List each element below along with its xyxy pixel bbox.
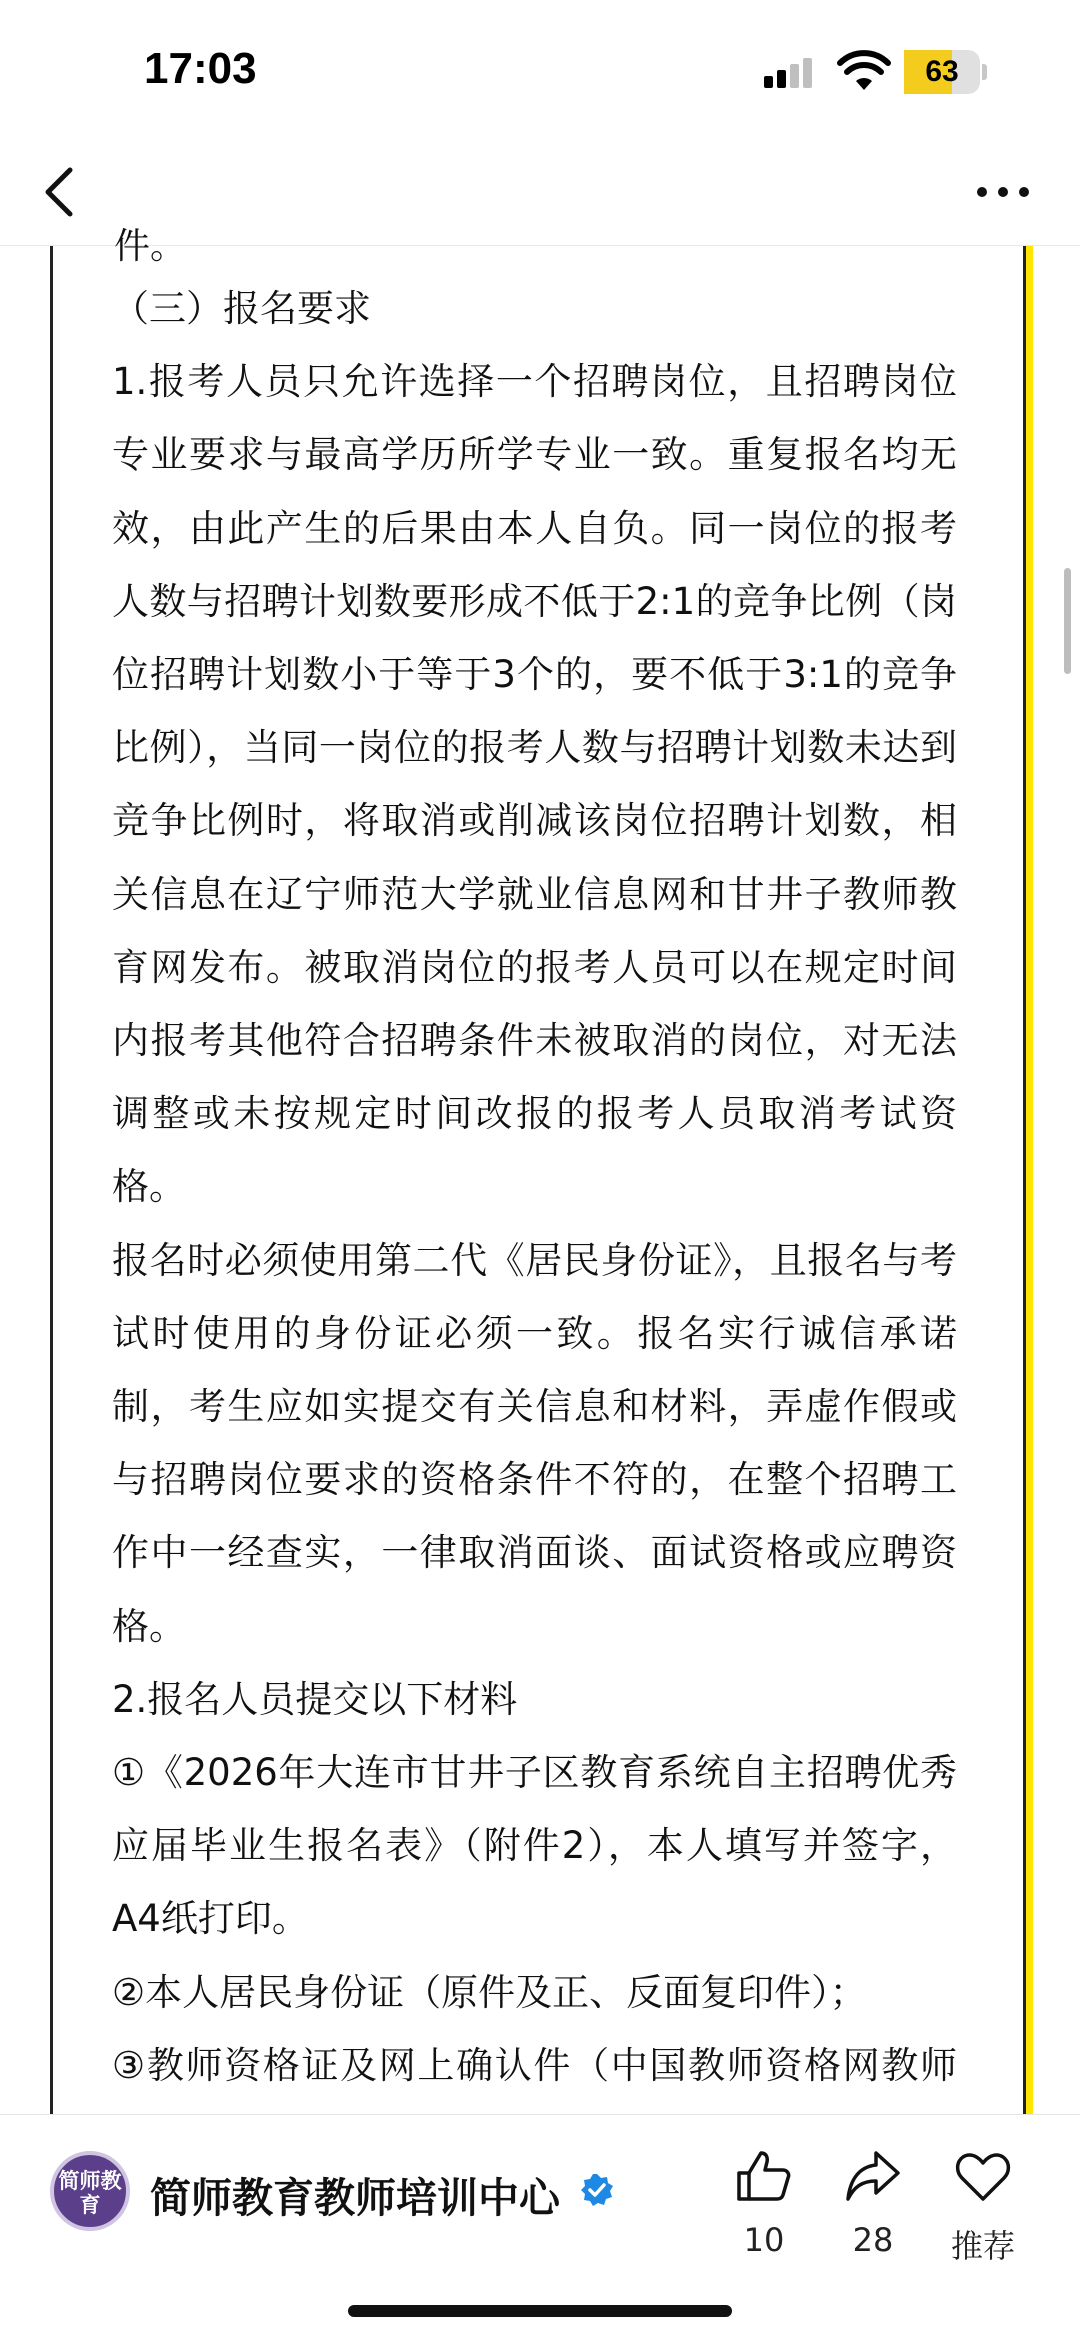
- heart-icon: [954, 2149, 1012, 2203]
- frame-left-border: [50, 246, 53, 2114]
- home-indicator[interactable]: [348, 2305, 732, 2317]
- signal-icon: [764, 58, 822, 94]
- more-dots-icon: [966, 162, 1040, 222]
- article-paragraph: 2.报名人员提交以下材料: [112, 1677, 518, 1721]
- article-paragraph: ③教师资格证及网上确认件（中国教师资格网教师: [112, 2043, 957, 2087]
- like-count: 10: [743, 2221, 785, 2259]
- more-button[interactable]: [966, 162, 1040, 222]
- account-name[interactable]: 简师教育教师培训中心: [150, 2174, 560, 2222]
- article-paragraph: ②本人居民身份证（原件及正、反面复印件）；: [112, 1970, 867, 2014]
- article-body: [112, 272, 957, 2175]
- recommend-label: 推荐: [950, 2227, 1015, 2265]
- recommend-button[interactable]: [928, 2135, 1038, 2265]
- battery-icon: [904, 50, 986, 94]
- verified-badge-icon: [580, 2173, 614, 2207]
- status-time: 17:03: [144, 44, 257, 93]
- avatar[interactable]: [50, 2151, 130, 2231]
- avatar-logo-text: 简师教育: [58, 2169, 122, 2217]
- share-icon: [844, 2149, 902, 2203]
- share-count: 28: [852, 2221, 894, 2259]
- bottom-action-bar: [0, 2114, 1080, 2341]
- wifi-icon: [838, 52, 890, 92]
- article-paragraph: 报名时必须使用第二代《居民身份证》，且报名与考试时使用的身份证必须一致。报名实行诚信承诺制，考生应如实提交有关信息和材料，弄虚作假或与招聘岗位要求的资格条件不符的，在整个招聘工作中一经查实，一律取消面谈、面试资格或应聘资格。: [112, 1238, 957, 1648]
- article-paragraph: 1.报考人员只允许选择一个招聘岗位，且招聘岗位专业要求与最高学历所学专业一致。重复报名均无效，由此产生的后果由本人自负。同一岗位的报考人数与招聘计划数要形成不低于2:1的竞争比例（岗位招聘计划数小于等于3个的，要不低于3:1的竞争比例），当同一岗位的报考人数与招聘计划数未达到竞争比例时，将取消或削减该岗位招聘计划数，相关信息在辽宁师范大学就业信息网和甘井子教师教育网发布。被取消岗位的报考人员可以在规定时间内报考其他符合招聘条件未被取消的岗位，对无法调整或未按规定时间改报的报考人员取消考试资格。: [112, 360, 957, 1209]
- article-paragraph: ①《2026年大连市甘井子区教育系统自主招聘优秀应届毕业生报名表》（附件2），本人填写并签字，A4纸打印。: [112, 1751, 957, 1941]
- chevron-left-icon: [30, 160, 90, 224]
- partial-text-line: 件。: [114, 226, 187, 267]
- scrollbar-thumb[interactable]: [1064, 568, 1071, 674]
- thumbs-up-icon: [735, 2149, 793, 2203]
- status-bar: [0, 0, 1080, 140]
- frame-right-accent: [1026, 246, 1033, 2114]
- share-button[interactable]: [818, 2135, 928, 2265]
- like-button[interactable]: [709, 2135, 819, 2265]
- article-content[interactable]: [0, 226, 1080, 2114]
- battery-level: 63: [925, 55, 959, 88]
- back-button[interactable]: [30, 160, 90, 224]
- section-heading: （三）报名要求: [112, 287, 371, 330]
